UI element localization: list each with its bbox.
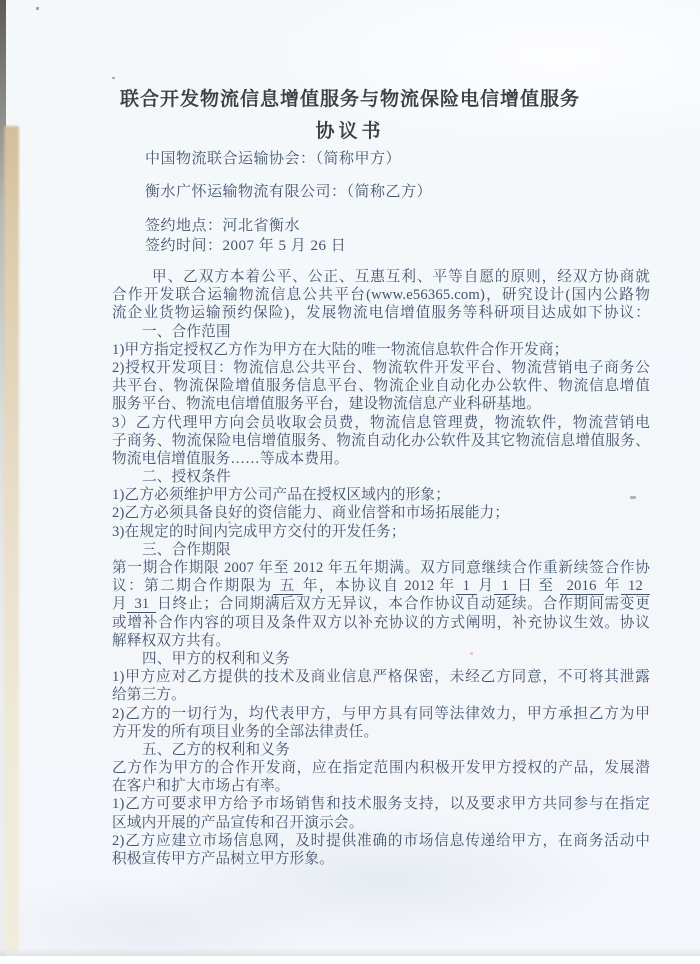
doc-line-text: 1)甲方指定授权乙方作为甲方在大陆的唯一物流信息软件合作开发商； bbox=[112, 341, 569, 358]
doc-line bbox=[112, 795, 650, 813]
doc-line bbox=[112, 632, 650, 650]
signing-date-line: 签约时间：2007 年 5 月 26 日 bbox=[145, 238, 347, 254]
doc-line-text: 第一期合作期限 2007 年至 2012 年五年期满。双方同意继续合作重新续签合作协 bbox=[112, 560, 650, 576]
party-b-line: 衡水广怀运输物流有限公司：（简称乙方） bbox=[145, 184, 433, 200]
doc-line-text: 服务平台、物流电信增值服务平台，建设物流信息产业科研基地。 bbox=[112, 396, 542, 413]
doc-line-text: 2)乙方必须具备良好的资信能力、商业信誉和市场拓展能力； bbox=[112, 505, 510, 522]
doc-line bbox=[112, 595, 650, 613]
doc-line-text: 或增补合作内容的项目及条件双方以补充协议的方式阐明，补充协议生效。协议 bbox=[112, 614, 650, 631]
doc-line-text: 共平台、物流保险增值服务信息平台、物流企业自动化办公软件、物流信息增值 bbox=[112, 378, 650, 395]
doc-line bbox=[112, 850, 650, 868]
doc-line-text: 3）乙方代理甲方向会员收取会员费，物流信息管理费，物流软件，物流营销电 bbox=[112, 414, 650, 431]
doc-line-text: 2)乙方的一切行为，均代表甲方，与甲方具有同等法律效力，甲方承担乙方为甲 bbox=[112, 705, 650, 722]
filled-blank-underlined: 12 bbox=[621, 578, 650, 595]
doc-line bbox=[112, 723, 650, 741]
doc-line bbox=[112, 377, 650, 395]
doc-line bbox=[112, 341, 650, 359]
doc-line-text: 方开发的所有项目业务的全部法律责任。 bbox=[112, 723, 379, 740]
filled-blank-underlined: 1 bbox=[456, 578, 478, 595]
filled-blank-underlined: 31 bbox=[127, 596, 156, 613]
doc-line bbox=[112, 686, 650, 704]
doc-line-text: 日 至 bbox=[515, 578, 560, 595]
doc-line-text: 3)在规定的时间内完成甲方交付的开发任务； bbox=[112, 523, 406, 540]
doc-line bbox=[112, 468, 650, 486]
doc-line-text: 在客户和扩大市场占有率。 bbox=[112, 778, 290, 795]
doc-line-text: 日终止；合同期满后双方无异议，本合作协议自动延续。合作期间需变更 bbox=[156, 596, 650, 613]
scan-speck bbox=[36, 7, 39, 10]
doc-line-text: 解释权双方共有。 bbox=[112, 632, 231, 649]
doc-line-text: 积极宣传甲方产品树立甲方形象。 bbox=[112, 851, 334, 867]
doc-line-text: 月 bbox=[477, 578, 495, 595]
doc-line-text: 三、合作期限 bbox=[142, 541, 231, 558]
doc-line bbox=[112, 832, 650, 850]
doc-line bbox=[112, 414, 650, 432]
doc-line-text: 一、合作范围 bbox=[142, 323, 231, 340]
doc-line bbox=[112, 777, 650, 795]
doc-line-text: 甲、乙双方本着公平、公正、互惠互利、平等自愿的原则，经双方协商就 bbox=[152, 269, 650, 285]
party-a-line: 中国物流联合运输协会：（简称甲方） bbox=[145, 151, 402, 167]
doc-line-text: 年，本协议自 2012 年 bbox=[302, 578, 456, 595]
doc-line-text: 年 bbox=[603, 578, 621, 595]
doc-line-text: 乙方作为甲方的合作开发商，应在指定范围内积极开发甲方授权的产品，发展潜 bbox=[112, 760, 650, 777]
doc-line bbox=[112, 432, 650, 450]
doc-line-text: 二、授权条件 bbox=[142, 469, 231, 486]
doc-line bbox=[112, 323, 650, 341]
doc-line bbox=[112, 541, 650, 559]
doc-line bbox=[112, 268, 650, 286]
doc-line bbox=[112, 614, 650, 632]
doc-line-text: 1)乙方必须维护甲方公司产品在授权区域内的形象； bbox=[112, 487, 451, 504]
doc-line bbox=[112, 504, 650, 522]
document-body bbox=[112, 268, 650, 868]
doc-line-text: 流企业货物运输预约保险)，发展物流电信增值服务等科研项目达成如下协议： bbox=[112, 305, 650, 322]
doc-line-text: 2)授权开发项目：物流信息公共平台、物流软件开发平台、物流营销电子商务公 bbox=[112, 359, 650, 376]
filled-blank-underlined: 2016 bbox=[560, 578, 604, 595]
filled-blank-underlined: 五 bbox=[273, 578, 303, 595]
scan-speck bbox=[112, 77, 115, 79]
doc-line bbox=[112, 705, 650, 723]
doc-line bbox=[112, 450, 650, 468]
doc-line-text: 区域内开展的产品宣传和召开演示会。 bbox=[112, 814, 364, 831]
doc-line bbox=[112, 577, 650, 595]
doc-line-text: 五、乙方的权利和义务 bbox=[142, 741, 290, 758]
binding-edge-strip bbox=[4, 126, 19, 952]
doc-line-text: 1)乙方可要求甲方给予市场销售和技术服务支持，以及要求甲方共同参与在指定 bbox=[112, 796, 650, 813]
doc-line bbox=[112, 286, 650, 304]
doc-line-text: 月 bbox=[112, 596, 128, 613]
doc-line-text: 四、甲方的权利和义务 bbox=[142, 650, 290, 667]
doc-line bbox=[112, 741, 650, 759]
doc-line bbox=[112, 486, 650, 504]
document-title-line2: 协议书 bbox=[315, 121, 385, 142]
doc-line bbox=[112, 650, 650, 668]
filled-blank-underlined: 1 bbox=[494, 578, 516, 595]
doc-line bbox=[112, 814, 650, 832]
doc-line-text: 合作开发联合运输物流信息公共平台(www.e56365.com)，研究设计(国内公路物 bbox=[112, 287, 650, 304]
doc-line bbox=[112, 759, 650, 777]
doc-line bbox=[112, 668, 650, 686]
doc-line-text: 议：第二期合作期限为 bbox=[112, 578, 273, 595]
doc-line bbox=[112, 304, 650, 322]
signing-place-line: 签约地点：河北省衡水 bbox=[145, 218, 301, 234]
doc-line-text: 1)甲方应对乙方提供的技术及商业信息严格保密，未经乙方同意，不可将其泄露 bbox=[112, 669, 650, 686]
doc-line bbox=[112, 359, 650, 377]
document-title-line1: 联合开发物流信息增值服务与物流保险电信增值服务 bbox=[119, 89, 580, 110]
doc-line-text: 子商务、物流保险电信增值服务、物流自动化办公软件及其它物流信息增值服务、 bbox=[112, 432, 650, 449]
doc-line-text: 给第三方。 bbox=[112, 687, 186, 704]
doc-line-text: 物流电信增值服务……等成本费用。 bbox=[112, 450, 349, 467]
doc-line bbox=[112, 523, 650, 541]
doc-line bbox=[112, 559, 650, 577]
doc-line bbox=[112, 395, 650, 413]
doc-line-text: 2)乙方应建立市场信息网，及时提供准确的市场信息传递给甲方，在商务活动中 bbox=[112, 832, 650, 849]
